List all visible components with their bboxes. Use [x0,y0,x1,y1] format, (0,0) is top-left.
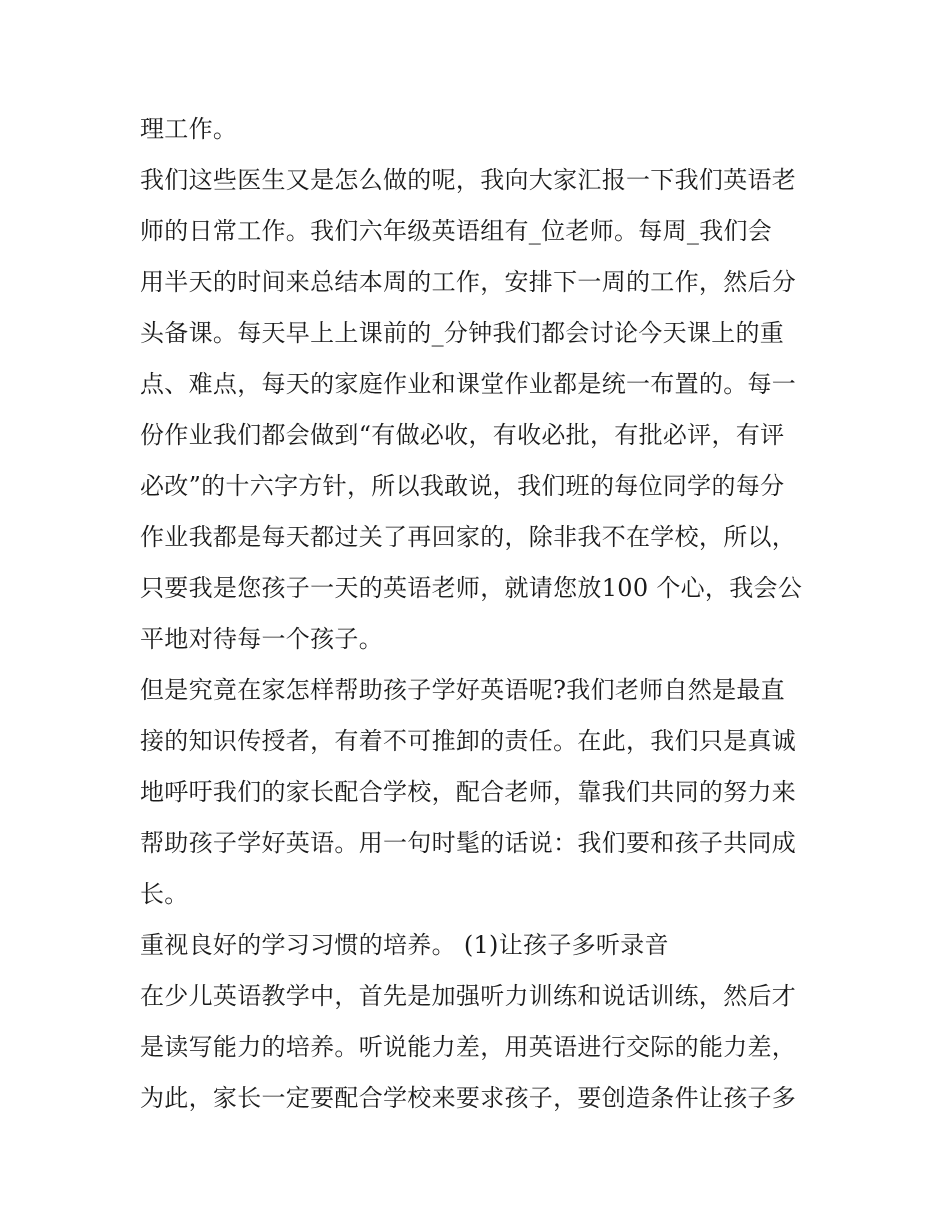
text-line: 但是究竟在家怎样帮助孩子学好英语呢?我们老师自然是最直 [140,676,785,704]
document-body [140,104,820,1124]
text-line: 我们这些医生又是怎么做的呢，我向大家汇报一下我们英语老 [140,166,797,194]
text-line: 帮助孩子学好英语。用一句时髦的话说：我们要和孩子共同成 [140,829,797,857]
text-line: 重视良好的学习习惯的培养。 (1)让孩子多听录音 [140,931,669,959]
text-line: 头备课。每天早上上课前的_分钟我们都会讨论今天课上的重 [140,319,785,347]
text-line: 必改”的十六字方针，所以我敢说，我们班的每位同学的每分 [140,472,785,500]
text-line: 地呼吁我们的家长配合学校，配合老师，靠我们共同的努力来 [140,778,797,806]
text-line: 平地对待每一个孩子。 [140,625,383,653]
text-line: 理工作。 [140,115,238,143]
text-line: 师的日常工作。我们六年级英语组有_位老师。每周_我们会 [140,217,773,245]
text-line: 长。 [140,880,189,908]
text-line: 在少儿英语教学中，首先是加强听力训练和说话训练，然后才 [140,982,797,1010]
text-line: 用半天的时间来总结本周的工作，安排下一周的工作，然后分 [140,268,797,296]
text-line: 为此，家长一定要配合学校来要求孩子，要创造条件让孩子多 [140,1084,797,1112]
text-line: 份作业我们都会做到“有做必收，有收必批，有批必评，有评 [140,421,785,449]
text-line: 是读写能力的培养。听说能力差，用英语进行交际的能力差， [140,1033,797,1061]
text-line: 接的知识传授者，有着不可推卸的责任。在此，我们只是真诚 [140,727,797,755]
text-line: 只要我是您孩子一天的英语老师，就请您放100 个心，我会公 [140,574,803,602]
text-line: 点、难点，每天的家庭作业和课堂作业都是统一布置的。每一 [140,370,797,398]
text-line: 作业我都是每天都过关了再回家的，除非我不在学校，所以， [140,523,797,551]
